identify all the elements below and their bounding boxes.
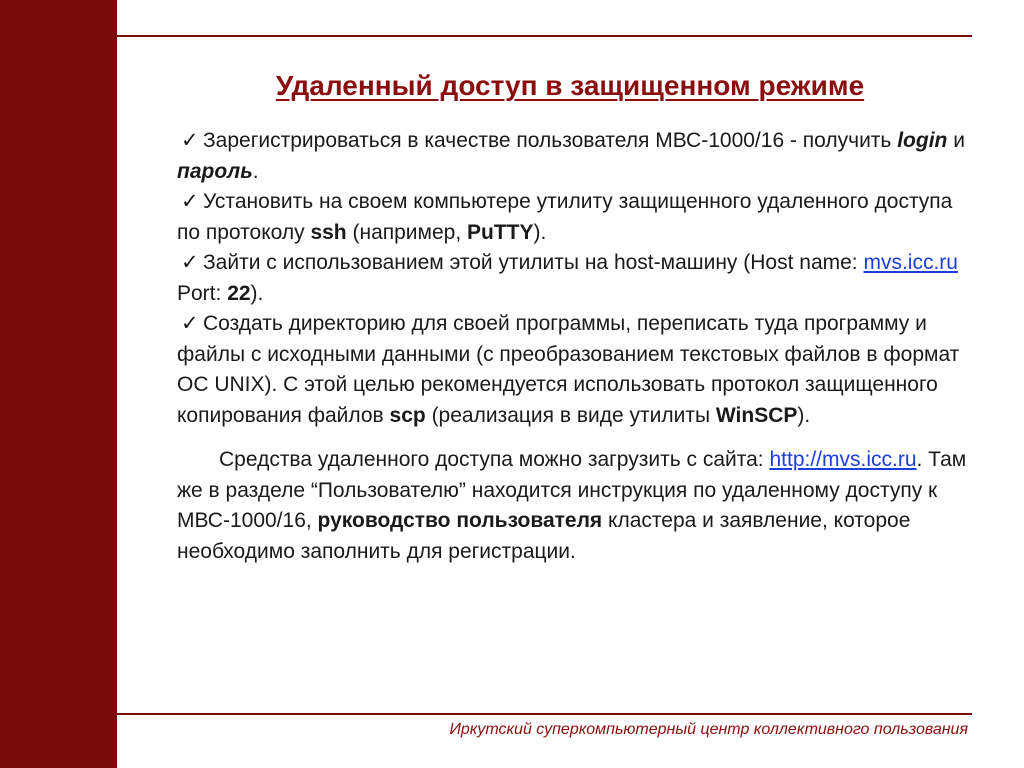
footer-text: Иркутский суперкомпьютерный центр коллективного пользования xyxy=(449,721,968,738)
top-divider xyxy=(52,35,972,37)
checkmark-icon: ✓ xyxy=(181,251,199,274)
list-item-copy-files: ✓ Создать директорию для своей программы, переписать туда программу и файлы с исходными данными (с преобразованием текстовых файлов в формат ОС UNIX). С этой целью рекомендуется использовать протокол защищенного копирования файлов scp (реализация в виде утилиты WinSCP). xyxy=(177,309,967,431)
slide-title: Удаленный доступ в защищенном режиме xyxy=(275,70,865,101)
download-paragraph: Средства удаленного доступа можно загрузить с сайта: http://mvs.icc.ru. Там же в разделе “Пользователю” находится инструкция по удаленному доступу к МВС-1000/16, руководство пользователя кластера и заявление, которое необходимо заполнить для регистрации. xyxy=(177,448,967,563)
host-link[interactable]: mvs.icc.ru xyxy=(863,251,958,274)
list-item-install: ✓ Установить на своем компьютере утилиту защищенного удаленного доступа по протоколу ssh (например, PuTTY). xyxy=(177,187,967,248)
putty-term: PuTTY xyxy=(467,220,534,244)
left-accent-bar xyxy=(0,0,117,768)
login-term: login xyxy=(897,129,948,152)
scp-term: scp xyxy=(389,403,426,427)
user-guide-term: руководство пользователя xyxy=(317,509,603,532)
checkmark-icon: ✓ xyxy=(181,190,199,213)
checkmark-icon: ✓ xyxy=(181,312,199,335)
list-item-register: ✓ Зарегистрироваться в качестве пользователя МВС-1000/16 - получить login и пароль. xyxy=(177,126,967,187)
winscp-term: WinSCP xyxy=(715,403,798,427)
ssh-term: ssh xyxy=(310,220,347,244)
port-value: 22 xyxy=(227,281,251,305)
checkmark-icon: ✓ xyxy=(181,129,199,152)
password-term: пароль xyxy=(177,159,253,183)
site-link[interactable]: http://mvs.icc.ru xyxy=(769,448,917,471)
slide-body xyxy=(177,126,967,567)
bottom-divider xyxy=(52,713,972,715)
list-item-connect: ✓ Зайти с использованием этой утилиты на host-машину (Host name: mvs.icc.ru Port: 22). xyxy=(177,248,967,309)
